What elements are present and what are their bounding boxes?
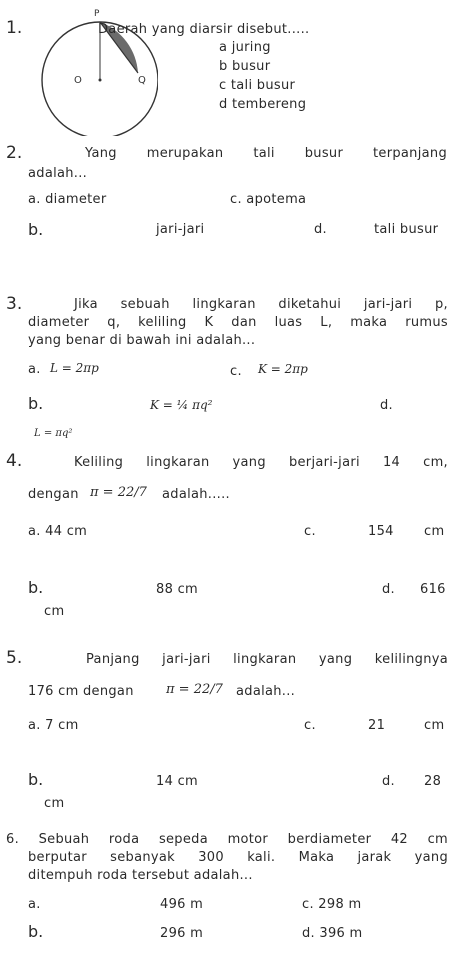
q6-option-a-value: 496 m (160, 897, 204, 912)
q1-label-o: O (74, 75, 82, 86)
q5-option-d-value: 28 (424, 774, 442, 789)
q1-option-a: a juring (219, 40, 271, 55)
q3-option-c-formula: K = 2πp (258, 362, 308, 376)
q5-number: 5. (6, 648, 23, 668)
q1-stem: Daerah yang diarsir disebut..... (98, 22, 310, 37)
q6-option-b-letter: b. (28, 922, 44, 941)
q2-option-c: c. apotema (230, 192, 307, 207)
q1-label-p: P (94, 9, 100, 19)
q5-option-b-letter: b. (28, 770, 44, 789)
q6-stem-line3: ditempuh roda tersebut adalah... (28, 868, 253, 883)
q2-stem-line1: Yang merupakan tali busur terpanjang (85, 146, 447, 161)
q1-option-c: c tali busur (219, 78, 296, 93)
q5-stem-line2-pre: 176 cm dengan (28, 684, 134, 699)
q3-stem-line2: diameter q, keliling K dan luas L, maka rumus (28, 315, 448, 330)
q3-option-a-letter: a. (28, 362, 41, 377)
q2-number: 2. (6, 143, 23, 163)
q2-option-b-letter: b. (28, 220, 44, 239)
q1-option-b: b busur (219, 59, 271, 74)
q4-option-d-letter: d. (382, 582, 395, 597)
q3-option-d-letter: d. (380, 398, 393, 413)
q4-option-b-value: 88 cm (156, 582, 198, 597)
q3-stem-line3: yang benar di bawah ini adalah... (28, 333, 256, 348)
q3-option-d-formula: L = πq² (34, 428, 73, 439)
q4-option-d-value: 616 (420, 582, 446, 597)
q4-pi-value: π = 22/7 (90, 485, 147, 500)
q4-option-c-value: 154 (368, 524, 394, 539)
q2-stem-line2: adalah... (28, 166, 88, 181)
q6-stem-line1: 6. Sebuah roda sepeda motor berdiameter 42 cm (6, 832, 448, 847)
q3-stem-line1: Jika sebuah lingkaran diketahui jari-jari p, (74, 297, 448, 312)
q5-option-d-letter: d. (382, 774, 395, 789)
q3-option-a-formula: L = 2πp (50, 361, 99, 375)
q6-option-a-letter: a. (28, 897, 41, 912)
q1-option-d: d tembereng (219, 97, 307, 112)
q3-option-c-letter: c. (230, 364, 242, 379)
q4-option-b-letter: b. (28, 578, 44, 597)
q4-stem-line2-post: adalah..... (162, 487, 230, 502)
q4-number: 4. (6, 451, 23, 471)
q2-option-d-text: tali busur (374, 222, 439, 237)
q5-option-c-value: 21 (368, 718, 386, 733)
q5-stem-line1: Panjang jari-jari lingkaran yang kelilingnya (86, 652, 448, 667)
q4-option-a: a. 44 cm (28, 524, 88, 539)
q6-stem-line2: berputar sebanyak 300 kali. Maka jarak yang (28, 850, 448, 865)
q4-option-d-unit: cm (44, 604, 65, 619)
q6-option-b-value: 296 m (160, 926, 204, 941)
q6-option-d: d. 396 m (302, 926, 363, 941)
q5-stem-line2-post: adalah... (236, 684, 296, 699)
q4-option-c-unit: cm (424, 524, 445, 539)
q2-option-a: a. diameter (28, 192, 107, 207)
q6-option-c: c. 298 m (302, 897, 362, 912)
q5-option-a: a. 7 cm (28, 718, 79, 733)
q1-label-q: Q (138, 75, 146, 86)
q3-number: 3. (6, 294, 23, 314)
q5-option-b-value: 14 cm (156, 774, 198, 789)
q4-stem-line1: Keliling lingkaran yang berjari-jari 14 cm, (74, 455, 448, 470)
q4-option-c-letter: c. (304, 524, 316, 539)
q5-option-d-unit: cm (44, 796, 65, 811)
q1-number: 1. (6, 18, 23, 38)
q5-pi-value: π = 22/7 (166, 682, 223, 697)
q5-option-c-unit: cm (424, 718, 445, 733)
q3-option-b-letter: b. (28, 394, 44, 413)
q2-option-b-text: jari-jari (156, 222, 205, 237)
q2-option-d-letter: d. (314, 222, 327, 237)
q4-stem-line2-pre: dengan (28, 487, 79, 502)
q1-center-point (99, 79, 102, 82)
q3-option-b-formula: K = ¼ πq² (150, 398, 213, 412)
q5-option-c-letter: c. (304, 718, 316, 733)
